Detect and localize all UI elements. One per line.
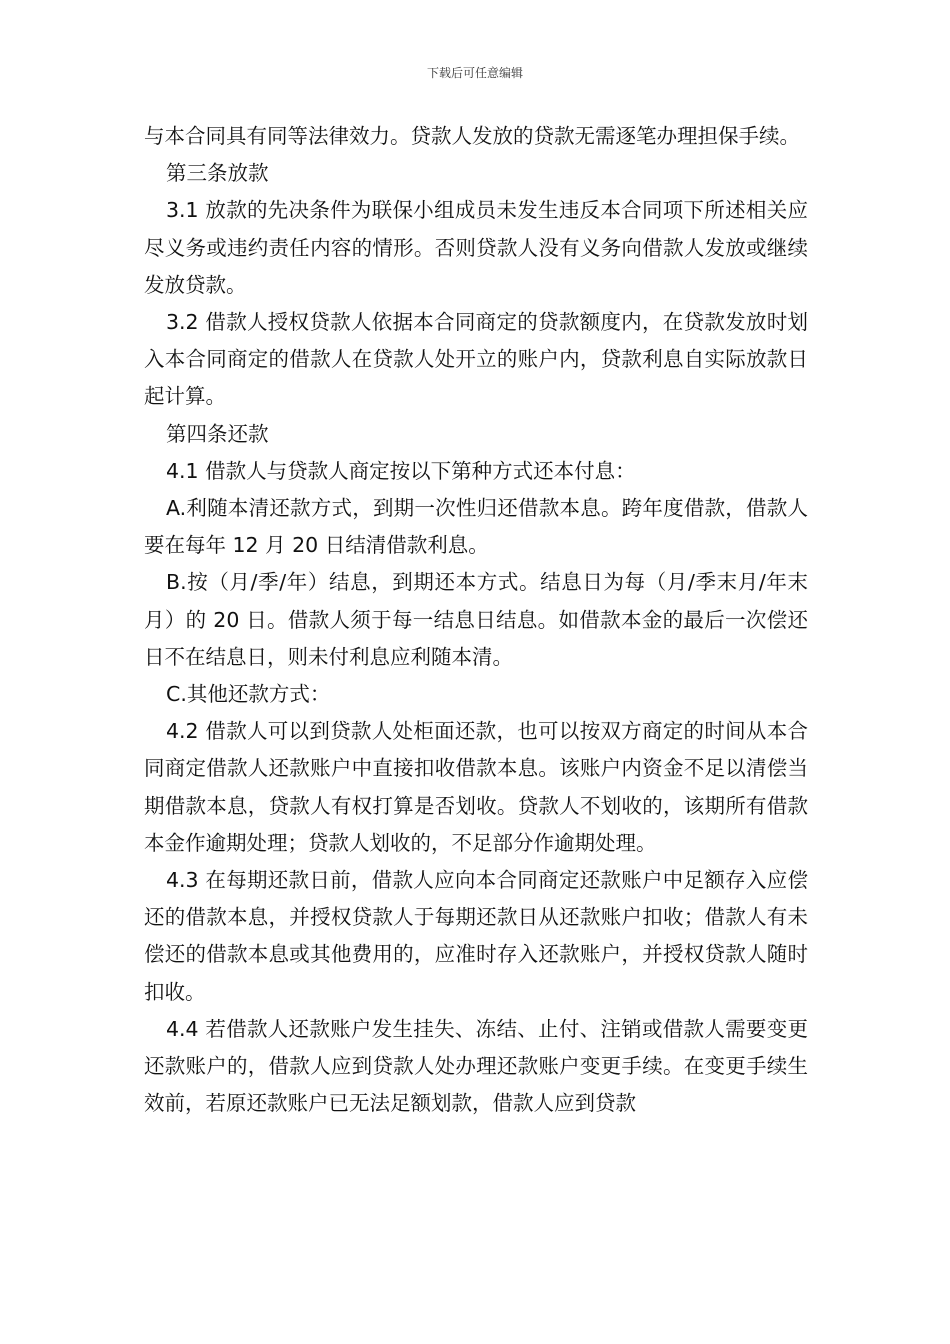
- clause-3-2: 3.2 借款人授权贷款人依据本合同商定的贷款额度内，在贷款发放时划入本合同商定的借款人在贷款人处开立的账户内，贷款利息自实际放款日起计算。: [144, 310, 808, 409]
- clause-4-4: 4.4 若借款人还款账户发生挂失、冻结、止付、注销或借款人需要变更还款账户的，借款人应到贷款人处办理还款账户变更手续。在变更手续生效前，若原还款账户已无法足额划款，借款人应到贷款: [144, 1016, 808, 1116]
- document-body: [144, 118, 808, 1122]
- clause-4-3: 4.3 在每期还款日前，借款人应向本合同商定还款账户中足额存入应偿还的借款本息，并授权贷款人于每期还款日从还款账户扣收；借款人有未偿还的借款本息或其他费用的，应准时存入还款账户，并授权贷款人随时扣收。: [144, 868, 808, 1004]
- clause-4-1: 4.1 借款人与贷款人商定按以下第种方式还本付息：: [166, 458, 636, 483]
- clause-3-1: 3.1 放款的先决条件为联保小组成员未发生违反本合同项下所述相关应尽义务或违约责任内容的情形。否则贷款人没有义务向借款人发放或继续发放贷款。: [144, 198, 808, 297]
- clause-4-2: 4.2 借款人可以到贷款人处柜面还款，也可以按双方商定的时间从本合同商定借款人还款账户中直接扣收借款本息。该账户内资金不足以清偿当期借款本息，贷款人有权打算是否划收。贷款人不划收的，该期所有借款本金作逾期处理；贷款人划收的，不足部分作逾期处理。: [144, 719, 808, 855]
- page-header: 下载后可任意编辑: [426, 66, 523, 80]
- option-a: A.利随本清还款方式，到期一次性归还借款本息。跨年度借款，借款人要在每年 12 月 20 日结清借款利息。: [144, 496, 808, 558]
- section-heading-4: 第四条还款: [166, 421, 269, 446]
- option-c: C.其他还款方式：: [166, 682, 331, 707]
- option-b: B.按（月/季/年）结息，到期还本方式。结息日为每（月/季末月/年末月）的 20 日。借款人须于每一结息日结息。如借款本金的最后一次偿还日不在结息日，则未付利息应利随本清。: [144, 570, 808, 669]
- section-heading-3: 第三条放款: [166, 161, 269, 186]
- paragraph-continuation: 与本合同具有同等法律效力。贷款人发放的贷款无需逐笔办理担保手续。: [144, 124, 800, 148]
